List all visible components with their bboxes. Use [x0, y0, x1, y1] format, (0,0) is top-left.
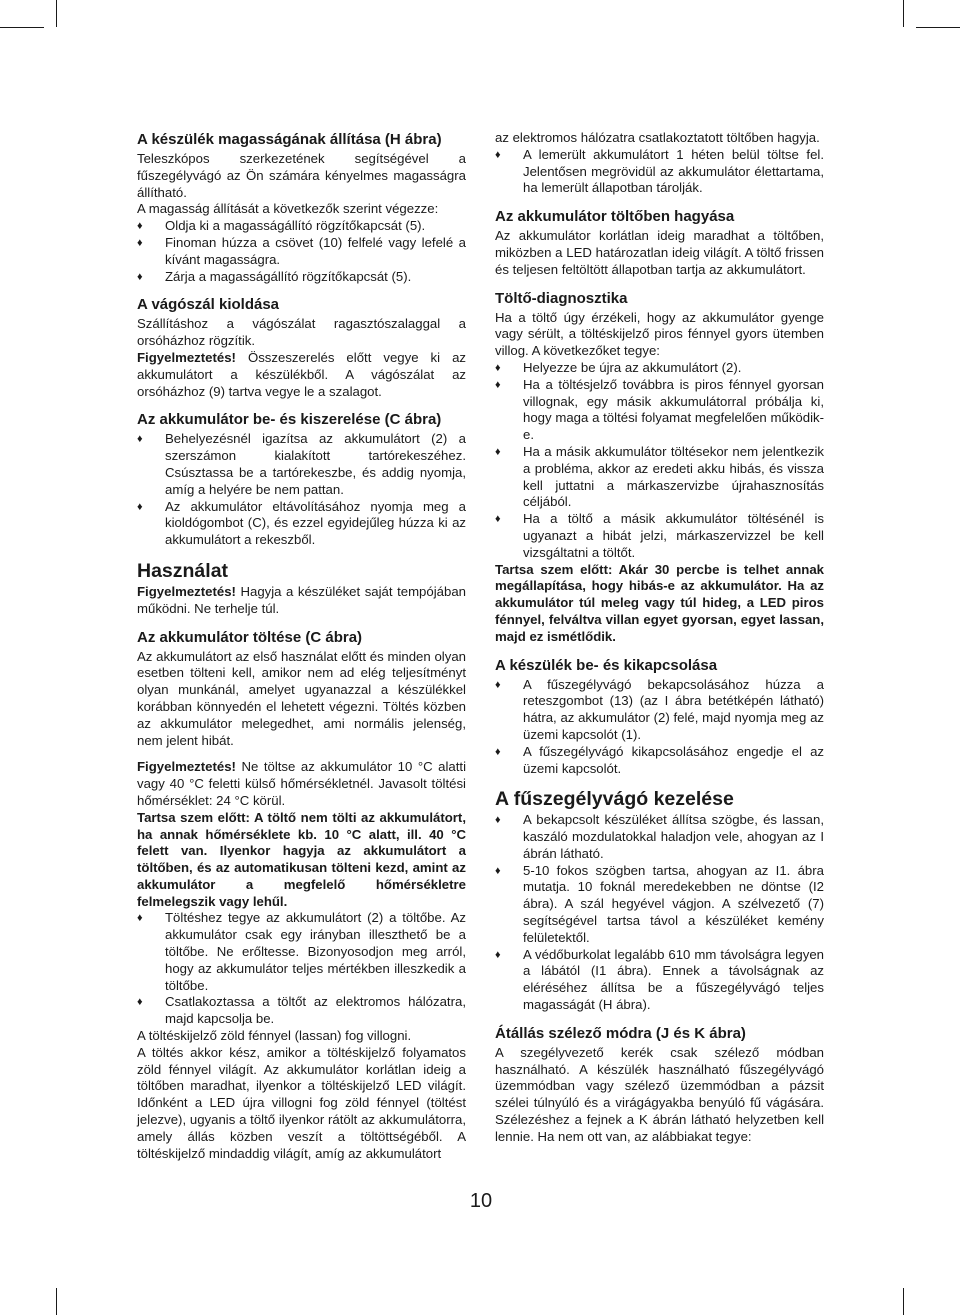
bullet-list [137, 218, 466, 285]
list-item: ♦ Ha a töltésjelző továbbra is piros fénnyel gyorsan villognak, egy másik akkumulátorral próbálja ki, hogy maga a töltési folyamat megfelelően működik-e. [495, 376, 824, 443]
page-number: 10 [469, 1190, 493, 1212]
list-item: ♦ Töltéshez tegye az akkumulátort (2) a töltőbe. Az akkumulátor csak egy irányban illeszthető be a töltőbe. Ne erőltesse. Bizonyosodjon meg arról, hogy az akkumulátor teljes mértékben illeszkedik a töltőbe. [137, 910, 466, 993]
diamond-bullet-icon: ♦ [495, 445, 501, 458]
crop-mark [56, 1288, 57, 1315]
diamond-bullet-icon: ♦ [495, 678, 501, 691]
paragraph: A szegélyvezető kerék csak szélező módban használható. A készülék használható fűszegélyvágó üzemmódban vagy szélező üzemmódban a pázsit szélei túlnyúló és a virágágyakba benyúló fű vágására. Szélezéshez a fejnek a K ábrán látható helyzetben kell lennie. Ha nem ott van, az alábbiakat tegye: [495, 1044, 824, 1144]
diamond-bullet-icon: ♦ [137, 236, 143, 249]
section-title: Használat [137, 559, 229, 582]
diamond-bullet-icon: ♦ [137, 996, 143, 1009]
paragraph: Teleszkópos szerkezetének segítségével a fűszegélyvágó az Ön számára kényelmes magasságra állítható. [137, 151, 466, 200]
diamond-bullet-icon: ♦ [137, 433, 143, 446]
section-title: A fűszegélyvágó kezelése [495, 788, 734, 811]
list-item: ♦ A fűszegélyvágó bekapcsolásához húzza a reteszgombot (13) (az I ábra betétképén látható) hátra, az akkumulátor (2) felé, majd nyomja meg az üzemi kapcsolót (1). [495, 676, 824, 742]
list-item: ♦ Behelyezésnél igazítsa az akkumulátort (2) a szerszámon kialakított tartórekeszéhez. Csúsztassa be a tartórekeszbe, és addig nyomja, amíg a helyére be nem pattan. [137, 431, 466, 497]
paragraph: Ha a töltő úgy érzékeli, hogy az akkumulátor gyenge vagy sérült, a töltéskijelző piros fénnyel gyors ütemben villog. A következőket tegye: [495, 309, 824, 359]
bullet-list [137, 431, 466, 549]
paragraph [495, 562, 824, 646]
list-item: ♦ Zárja a magasságállító rögzítőkapcsát (5). [137, 268, 412, 284]
paragraph: Figyelmeztetés! Hagyja a készüléket saját tempójában működni. Ne terhelje túl. [137, 583, 466, 616]
diamond-bullet-icon: ♦ [495, 864, 501, 877]
warning-label: Figyelmeztetés! [137, 349, 236, 365]
bullet-list [495, 677, 824, 778]
tip-text: Tartsa szem előtt: Akár 30 percbe is telhet annak megállapítása, hogy hibás-e az akkumulátor. Ha az akkumulátor túl meleg vagy túl hideg, a LED piros fénnyel, felváltva villan egyet gyorsan, egyet lassan, majd ez ismétlődik. [495, 561, 824, 644]
section-heading: A vágószál kioldása [137, 296, 280, 314]
diamond-bullet-icon: ♦ [495, 148, 501, 161]
paragraph: Az akkumulátor korlátlan ideig maradhat a töltőben, miközben a LED határozatlan ideig világít. A töltő frissen és teljesen feltöltött állapotban tartja az akkumulátort. [495, 228, 824, 277]
section-heading: Töltő-diagnosztika [495, 289, 628, 307]
tip-label: Tartsa szem előtt: [137, 809, 250, 825]
paragraph: A töltés akkor kész, amikor a töltéskijelző folyamatos zöld fénnyel világít. Az akkumulátor korlátlan ideig a töltőben maradhat, ilyenkor a töltéskijelző LED világít. Időnként a LED újra villogni fog zöld fénnyel (töltést jelezve), ugyanis a töltő ilyenkor rátölt az akkumulátorra, amely állás közben veszít a töltöttségéből. A töltéskijelző mindaddig világít, amíg az akkumulátort [137, 1044, 466, 1161]
bullet-list [495, 147, 824, 197]
paragraph: Szállításhoz a vágószálat ragasztószalaggal a orsóházhoz rögzítik. [137, 316, 466, 349]
warning-label: Figyelmeztetés! [137, 759, 236, 775]
diamond-bullet-icon: ♦ [495, 513, 501, 526]
list-item: ♦ Ha a másik akkumulátor töltésekor nem jelentkezik a probléma, akkor az eredeti akku hibás, és vissza kell juttatni a márkaszervizbe újrahasznosítás céljából. [495, 443, 824, 510]
bullet-list [495, 812, 824, 1014]
paragraph: Figyelmeztetés! Ne töltse az akkumulátor 10 °C alatti vagy 40 °C feletti külső hőmérsékletnél. Javasolt töltési hőmérséklet: 24 °C körül. [137, 759, 466, 808]
bullet-list [137, 910, 466, 1028]
diamond-bullet-icon: ♦ [495, 948, 501, 961]
crop-mark [903, 0, 904, 27]
crop-mark [0, 27, 44, 28]
list-item: ♦ A védőburkolat legalább 610 mm távolságra legyen a lábától (I1 ábra). Ennek a távolságnak az eléréséhez állítsa be a fűszegélyvágó teljes magasságát (H ábra). [495, 946, 824, 1013]
list-item: ♦ A lemerült akkumulátort 1 héten belül töltse fel. Jelentősen megrövidül az akkumulátor élettartama, ha lemerült állapotban tárolják. [495, 146, 824, 196]
list-item: ♦ Oldja ki a magasságállító rögzítőkapcsát (5). [137, 218, 426, 234]
paragraph: A magasság állítását a következők szerint végezze: [137, 201, 439, 217]
list-item: ♦ Finoman húzza a csövet (10) felfelé vagy lefelé a kívánt magasságra. [137, 234, 466, 267]
diamond-bullet-icon: ♦ [495, 361, 501, 374]
warning-label: Figyelmeztetés! [137, 583, 236, 599]
paragraph: az elektromos hálózatra csatlakoztatott töltőben hagyja. [495, 130, 820, 145]
section-heading: A készülék be- és kikapcsolása [495, 656, 718, 674]
crop-mark [916, 27, 960, 28]
diamond-bullet-icon: ♦ [495, 814, 501, 827]
section-heading: Az akkumulátor be- és kiszerelése (C ábra) [137, 411, 442, 429]
list-item: ♦ Csatlakoztassa a töltőt az elektromos hálózatra, majd kapcsolja be. [137, 994, 466, 1027]
list-item: ♦ Az akkumulátor eltávolításához nyomja meg a kioldógombot (C), és ezzel egyidejűleg húzza ki az akkumulátort a rekeszből. [137, 498, 466, 548]
right-column [495, 130, 824, 1146]
list-item: ♦ A bekapcsolt készüléket állítsa szögbe, és lassan, kaszáló mozdulatokkal haladjon vele, ahogyan az I ábrán látható. [495, 812, 824, 861]
section-heading: Átállás szélező módra (J és K ábra) [495, 1024, 746, 1042]
paragraph: Tartsa szem előtt: A töltő nem tölti az akkumulátort, ha annak hőmérséklete kb. 10 °C alatt, ill. 40 °C felett van. Ilyenkor hagyja az akkumulátort a töltőben, és az automatikusan tölteni kezd, amint az akkumulátor a megfelelő hőmérsékletre felmelegszik vagy lehűl. [137, 809, 466, 909]
list-item: ♦ Helyezze be újra az akkumulátort (2). [495, 359, 742, 375]
left-column [137, 130, 466, 1162]
diamond-bullet-icon: ♦ [137, 270, 143, 283]
diamond-bullet-icon: ♦ [137, 220, 143, 233]
diamond-bullet-icon: ♦ [495, 745, 501, 758]
section-heading: Az akkumulátor töltőben hagyása [495, 208, 735, 226]
paragraph: Figyelmeztetés! Összeszerelés előtt vegye ki az akkumulátort a készülékből. A vágószálat az orsóházhoz (9) tartva vegye le a szalagot. [137, 349, 466, 399]
crop-mark [903, 1288, 904, 1315]
diamond-bullet-icon: ♦ [137, 912, 143, 925]
paragraph: Az akkumulátort az első használat előtt és minden olyan esetben tölteni kell, amikor nem ad elég teljesítményt olyan munkánál, amelyet ugyanazzal a készülékkel korábban könnyedén el lehetett végezni. Töltés közben az akkumulátor melegedhet, ami normális jelenség, nem jelent hibát. [137, 648, 466, 748]
diamond-bullet-icon: ♦ [495, 378, 501, 391]
diamond-bullet-icon: ♦ [137, 500, 143, 513]
paragraph: A töltéskijelző zöld fénnyel (lassan) fog villogni. [137, 1028, 412, 1044]
section-heading: Az akkumulátor töltése (C ábra) [137, 628, 363, 646]
crop-mark [56, 0, 57, 27]
section-heading: A készülék magasságának állítása (H ábra) [137, 131, 442, 148]
list-item: ♦ 5-10 fokos szögben tartsa, ahogyan az I1. ábra mutatja. 10 foknál meredekebben ne döntse (I2 ábra). A szál hegyével vágjon. A szélvezető (7) segítségével tartsa távol a készüléket kemény felületektől. [495, 862, 824, 945]
list-item: ♦ Ha a töltő a másik akkumulátor töltésénél is ugyanazt a hibát jelzi, márkaszervizzel be kell vizsgáltatni a töltőt. [495, 511, 824, 560]
list-item: ♦ A fűszegélyvágó kikapcsolásához engedje el az üzemi kapcsolót. [495, 743, 824, 776]
bullet-list [495, 360, 824, 562]
